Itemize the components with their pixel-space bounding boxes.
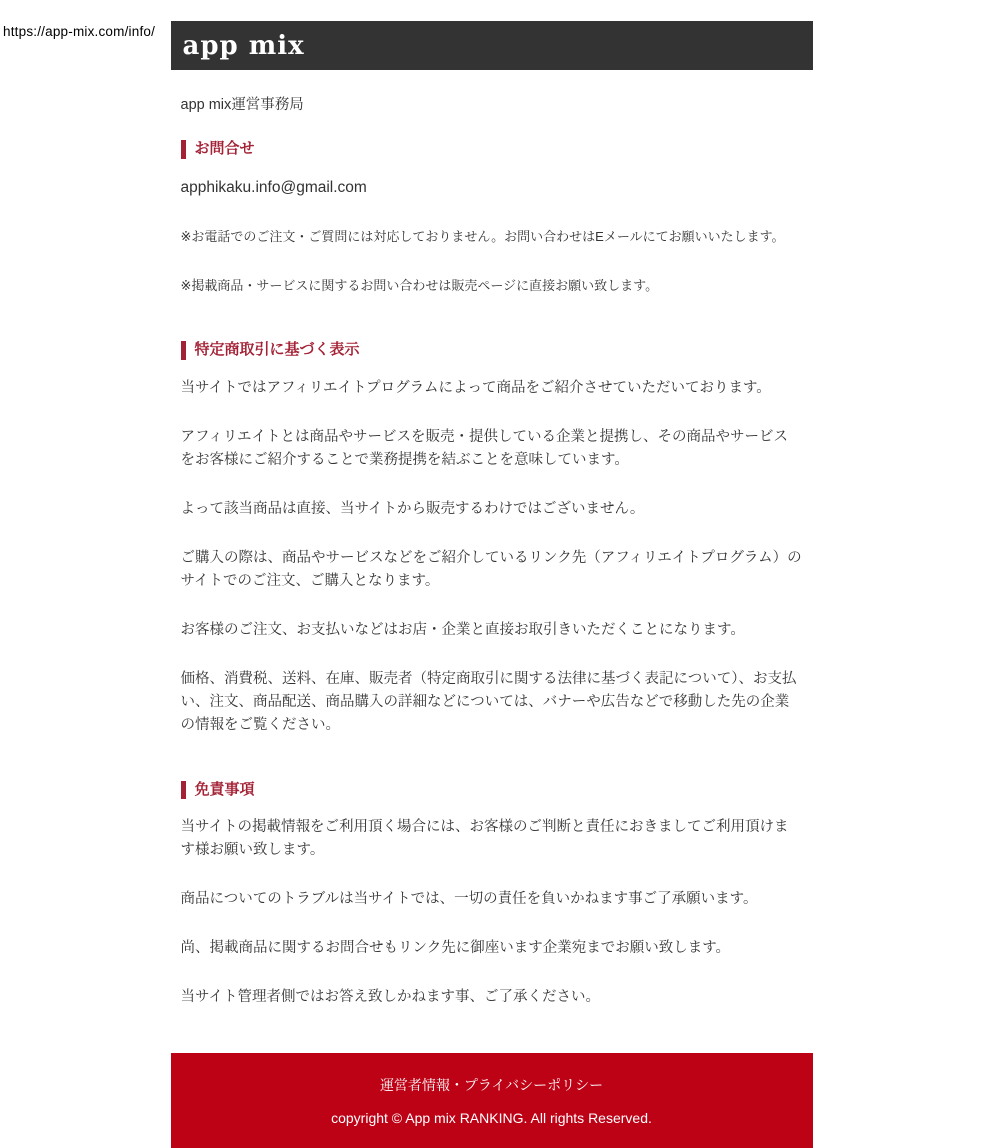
section-title-disclaimer: 免責事項 — [181, 781, 803, 800]
section-title-commercial-transactions: 特定商取引に基づく表示 — [181, 341, 803, 360]
contact-email: apphikaku.info@gmail.com — [180, 178, 367, 196]
paragraph: 当サイト管理者側ではお答え致しかねます事、ご了承ください。 — [180, 989, 600, 1006]
section-disclaimer — [181, 781, 803, 1010]
paragraph: 当サイトの掲載情報をご利用頂く場合には、お客様のご判断と責任におきましてご利用頂けます様お願い致します。 — [180, 819, 789, 859]
section-contact — [181, 140, 803, 297]
contact-note-phone: ※お電話でのご注文・ご質問には対応しておりません。お問い合わせはEメールにてお願いいたします。 — [180, 228, 785, 244]
paragraph: ご購入の際は、商品やサービスなどをご紹介しているリンク先（アフィリエイトプログラム）のサイトでのご注文、ご購入となります。 — [180, 549, 802, 589]
paragraph: お客様のご注文、お支払いなどはお店・企業と直接お取引きいただくことになります。 — [180, 621, 745, 638]
site-header — [171, 21, 813, 70]
section-title-contact: お問合せ — [181, 140, 803, 159]
paragraph: 価格、消費税、送料、在庫、販売者（特定商取引に関する法律に基づく表記について）、お支払い、注文、商品配送、商品購入の詳細などについては、バナーや広告などで移動した先の企業の情報をご覧ください。 — [180, 670, 797, 733]
site-logo[interactable]: app mix — [182, 30, 305, 61]
page-container — [171, 21, 813, 1148]
paragraph: アフィリエイトとは商品やサービスを販売・提供している企業と提携し、その商品やサービスをお客様にご紹介することで業務提携を結ぶことを意味しています。 — [180, 428, 789, 468]
main-content — [171, 93, 813, 1009]
footer-privacy-policy-link[interactable]: 運営者情報・プライバシーポリシー — [379, 1077, 604, 1094]
paragraph: 当サイトではアフィリエイトプログラムによって商品をご紹介させていただいております。 — [180, 379, 771, 396]
contact-note-products: ※掲載商品・サービスに関するお問い合わせは販売ページに直接お願い致します。 — [180, 277, 659, 293]
operator-name: app mix運営事務局 — [180, 97, 304, 113]
copyright-text: copyright © App mix RANKING. All rights Reserved. — [331, 1110, 652, 1127]
paragraph: よって該当商品は直接、当サイトから販売するわけではございません。 — [180, 500, 645, 517]
paragraph: 尚、掲載商品に関するお問合せもリンク先に御座います企業宛までお願い致します。 — [180, 940, 731, 957]
browser-url-text: https://app-mix.com/info/ — [3, 24, 156, 39]
paragraph: 商品についてのトラブルは当サイトでは、一切の責任を負いかねます事ご了承願います。 — [180, 891, 758, 908]
site-footer — [171, 1053, 813, 1148]
section-commercial-transactions — [181, 341, 803, 737]
